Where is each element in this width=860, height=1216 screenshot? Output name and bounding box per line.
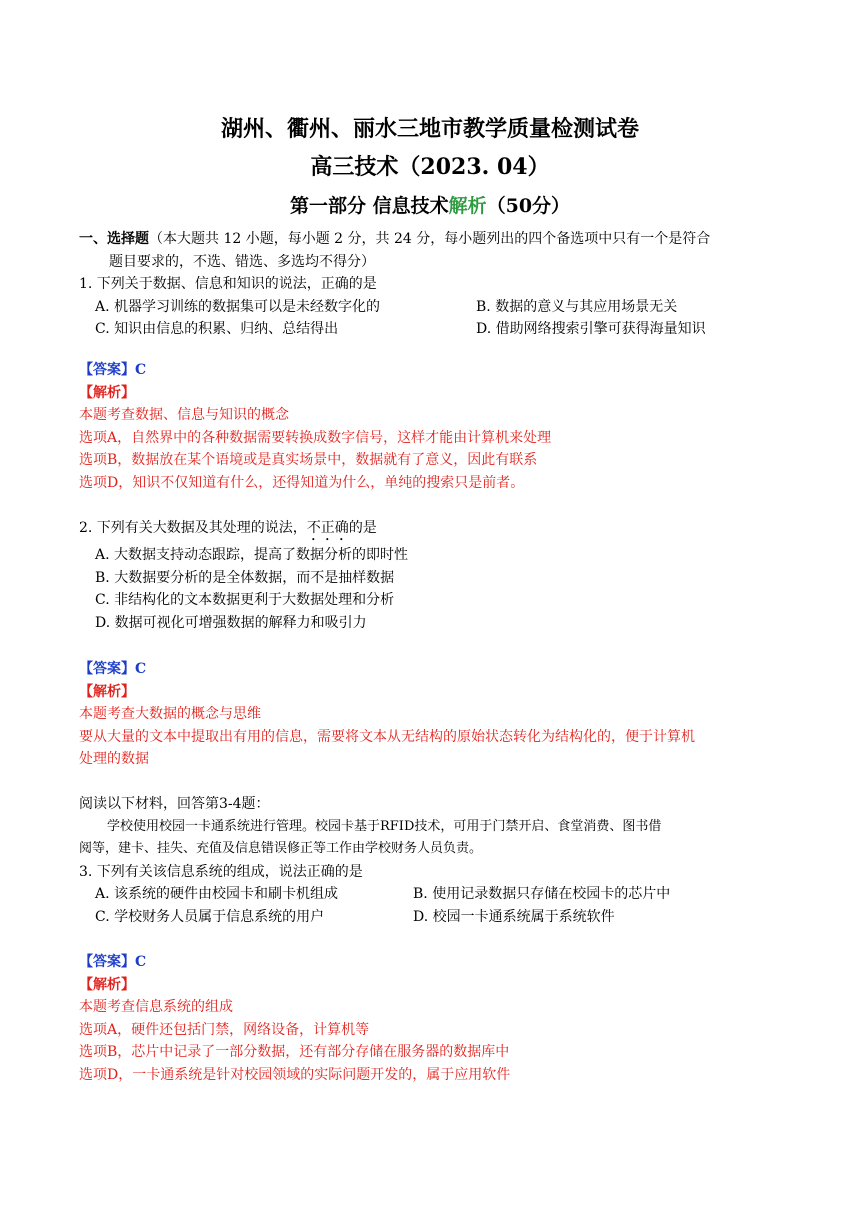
q2-option-d: D. 数据可视化可增强数据的解释力和吸引力 [95,614,367,631]
q2-stem-tail: 的是 [348,520,377,536]
q1-options-row1 [79,296,784,319]
q3-option-c: C. 学校财务人员属于信息系统的用户 [95,908,325,925]
q3-analysis-line: 选项D，一卡通系统是针对校园领域的实际问题开发的，属于应用软件 [79,1066,511,1083]
q2-analysis-label: 【解析】 [79,683,135,700]
q1-option-d: D. 借助网络搜索引擎可获得海量知识 [476,321,706,337]
material-intro: 阅读以下材料，回答第3-4题： [79,796,270,812]
q3-answer: 【答案】C [79,954,147,970]
q2-answer: 【答案】C [79,661,147,677]
q3-option-b: B. 使用记录数据只存储在校园卡的芯片中 [413,886,671,902]
section-label: 一、选择题 [79,231,149,247]
part-title [0,191,860,218]
q1-analysis-line: 本题考查数据、信息与知识的概念 [79,407,289,423]
q2 [79,517,784,634]
q2-stem [79,517,784,544]
q1-option-b: B. 数据的意义与其应用场景无关 [476,298,678,315]
part-title-highlight: 解析 [448,195,487,217]
q3-option-a: A. 该系统的硬件由校园卡和刷卡机组成 [95,886,339,902]
q1-analysis-label: 【解析】 [79,384,135,401]
material-q3 [79,793,784,928]
q2-option-b: B. 大数据要分析的是全体数据，而不是抽样数据 [95,569,395,586]
q1-analysis-line: 选项B，数据放在某个语境或是真实场景中，数据就有了意义，因此有联系 [79,452,538,468]
q2-solution [79,658,784,771]
q1-options-row2 [79,318,784,341]
q1-option-a: A. 机器学习训练的数据集可以是未经数字化的 [95,298,381,315]
section-choice [79,228,784,341]
q3-analysis-line: 选项B，芯片中记录了一部分数据，还有部分存储在服务器的数据库中 [79,1044,510,1060]
section-desc-2: 题目要求的，不选、错选、多选均不得分） [109,253,375,270]
exam-title: 湖州、衢州、丽水三地市教学质量检测试卷 [220,116,639,142]
material-line-2: 阅等，建卡、挂失、充值及信息错误修正等工作由学校财务人员负责。 [79,841,483,856]
part-title-main: 第一部分 信息技术 [289,195,449,217]
exam-subtitle: 高三技术（2023. 04） [310,154,550,180]
q1-answer: 【答案】C [79,362,147,378]
q3-options-row1 [79,883,784,906]
q2-analysis-line: 本题考查大数据的概念与思维 [79,706,261,722]
q1-analysis-line: 选项D，知识不仅知道有什么，还得知道为什么，单纯的搜索只是前者。 [79,474,525,491]
q3-option-d: D. 校园一卡通系统属于系统软件 [413,908,615,925]
part-title-score: （50分） [486,195,571,217]
q3-stem: 3. 下列有关该信息系统的组成，说法正确的是 [79,863,363,880]
q3-solution [79,951,784,1086]
q2-stem-text: 2. 下列有关大数据及其处理的说法， [79,520,307,536]
material-line-1: 学校使用校园一卡通系统进行管理。校园卡基于RFID技术，可用于门禁开启、食堂消费、图书借 [107,818,662,834]
q3-options-row2 [79,906,784,929]
q2-analysis-line: 要从大量的文本中提取出有用的信息，需要将文本从无结构的原始状态转化为结构化的，便于计算机 [79,728,695,745]
q1-analysis-line: 选项A，自然界中的各种数据需要转换成数字信号，这样才能由计算机来处理 [79,429,552,446]
q1-option-c: C. 知识由信息的积累、归纳、总结得出 [95,321,339,337]
q2-option-c: C. 非结构化的文本数据更利于大数据处理和分析 [95,592,395,608]
q2-stem-emphasis: 不正确 [306,520,349,536]
q3-analysis-line: 本题考查信息系统的组成 [79,999,233,1015]
q2-option-a: A. 大数据支持动态跟踪，提高了数据分析的即时性 [95,547,409,563]
q2-analysis-line: 处理的数据 [79,751,149,767]
q1-stem: 1. 下列关于数据、信息和知识的说法，正确的是 [79,276,377,292]
section-desc-1: （本大题共 12 小题，每小题 2 分，共 24 分，每小题列出的四个备选项中只有一个是符合 [149,231,711,247]
q3-analysis-line: 选项A，硬件还包括门禁，网络设备，计算机等 [79,1021,370,1038]
q3-analysis-label: 【解析】 [79,976,135,993]
q1-solution [79,359,784,494]
